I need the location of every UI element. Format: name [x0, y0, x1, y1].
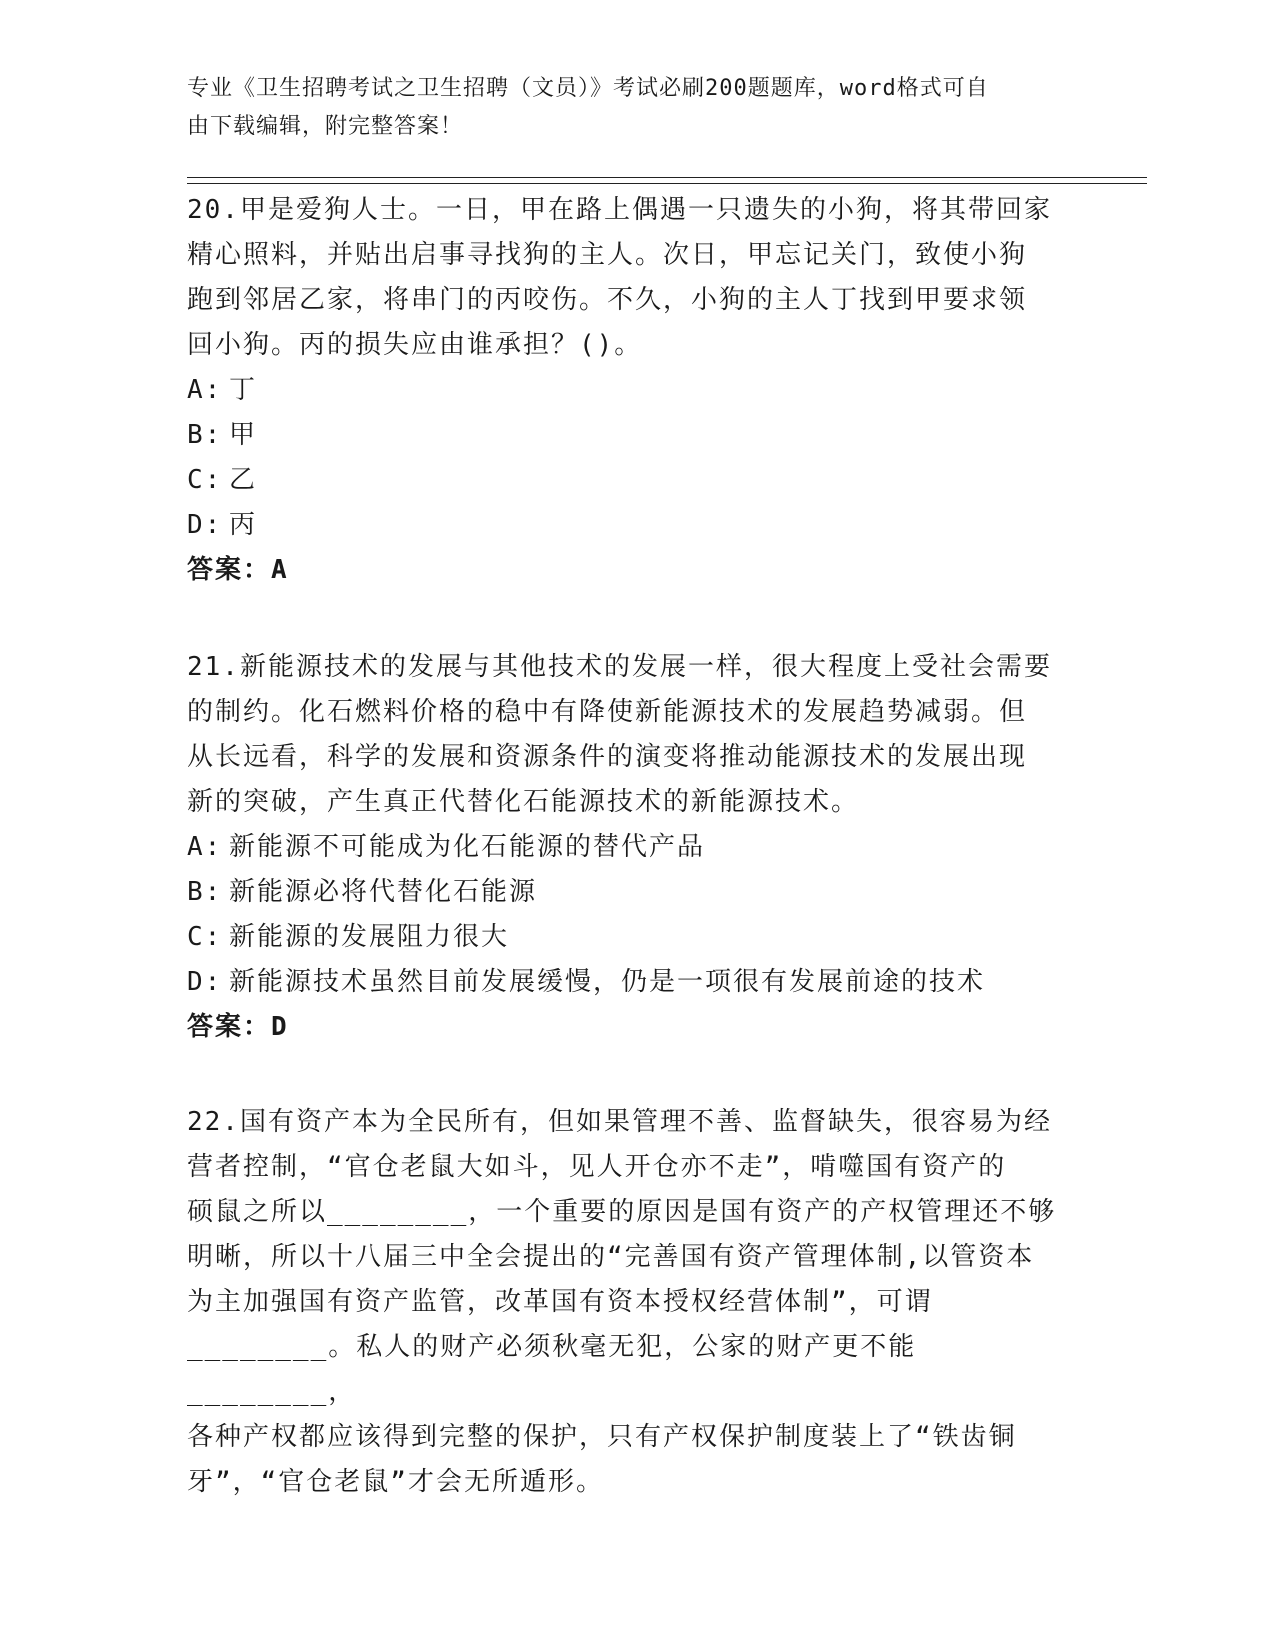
question-stem-line: 各种产权都应该得到完整的保护，只有产权保护制度装上了“铁齿铜 — [187, 1422, 1017, 1452]
option-label: B: — [187, 420, 223, 450]
question-stem-line: 明晰，所以十八届三中全会提出的“完善国有资产管理体制,以管资本 — [187, 1242, 1035, 1272]
question-stem-line: 牙”，“官仓老鼠”才会无所遁形。 — [187, 1467, 604, 1497]
question-stem-line: 21.新能源技术的发展与其他技术的发展一样，很大程度上受社会需要 — [187, 652, 1052, 682]
header-rule-top — [187, 177, 1147, 178]
question-stem-line: 20.甲是爱狗人士。一日，甲在路上偶遇一只遗失的小狗，将其带回家 — [187, 195, 1052, 225]
option-label: D: — [187, 510, 223, 540]
question-stem-line: 为主加强国有资产监管，改革国有资本授权经营体制”，可谓 — [187, 1287, 933, 1317]
question-stem-line: 22.国有资产本为全民所有，但如果管理不善、监督缺失，很容易为经 — [187, 1107, 1052, 1137]
question-20 — [187, 188, 1067, 593]
option-label: B: — [187, 877, 223, 907]
question-21 — [187, 645, 1067, 1050]
option-c — [187, 915, 1067, 960]
question-stem-line: 新的突破，产生真正代替化石能源技术的新能源技术。 — [187, 787, 860, 817]
option-text: 丙 — [229, 510, 258, 540]
question-stem-line: 跑到邻居乙家，将串门的丙咬伤。不久，小狗的主人丁找到甲要求领 — [187, 285, 1028, 315]
option-label: A: — [187, 375, 223, 405]
question-22 — [187, 1100, 1067, 1505]
option-label: A: — [187, 832, 223, 862]
option-text: 丁 — [229, 375, 258, 405]
option-b — [187, 413, 1067, 458]
option-text: 新能源技术虽然目前发展缓慢，仍是一项很有发展前途的技术 — [229, 967, 986, 997]
option-label: D: — [187, 967, 223, 997]
question-stem-line: 硕鼠之所以________，一个重要的原因是国有资产的产权管理还不够 — [187, 1197, 1057, 1227]
option-text: 新能源的发展阻力很大 — [229, 922, 510, 952]
option-c — [187, 458, 1067, 503]
option-text: 新能源不可能成为化石能源的替代产品 — [229, 832, 706, 862]
option-label: C: — [187, 922, 223, 952]
option-b — [187, 870, 1067, 915]
option-text: 新能源必将代替化石能源 — [229, 877, 538, 907]
document-header — [187, 70, 1067, 146]
option-d — [187, 960, 1067, 1005]
option-a — [187, 368, 1067, 413]
question-stem-line: 营者控制，“官仓老鼠大如斗，见人开仓亦不走”，啃噬国有资产的 — [187, 1152, 1007, 1182]
answer-line: 答案：A — [187, 555, 289, 585]
question-stem-line: 回小狗。丙的损失应由谁承担？()。 — [187, 330, 643, 360]
header-line-2: 由下载编辑，附完整答案！ — [187, 114, 464, 139]
header-line-1: 专业《卫生招聘考试之卫生招聘（文员）》考试必刷200题题库，word格式可自 — [187, 76, 989, 101]
option-text: 乙 — [229, 465, 258, 495]
header-rule-bottom — [187, 183, 1147, 184]
answer-line: 答案：D — [187, 1012, 289, 1042]
option-text: 甲 — [229, 420, 258, 450]
question-stem-line: ________。私人的财产必须秋毫无犯，公家的财产更不能________， — [187, 1332, 917, 1407]
question-stem-line: 的制约。化石燃料价格的稳中有降使新能源技术的发展趋势减弱。但 — [187, 697, 1028, 727]
option-label: C: — [187, 465, 223, 495]
option-a — [187, 825, 1067, 870]
question-stem-line: 精心照料，并贴出启事寻找狗的主人。次日，甲忘记关门，致使小狗 — [187, 240, 1028, 270]
option-d — [187, 503, 1067, 548]
question-stem-line: 从长远看，科学的发展和资源条件的演变将推动能源技术的发展出现 — [187, 742, 1028, 772]
